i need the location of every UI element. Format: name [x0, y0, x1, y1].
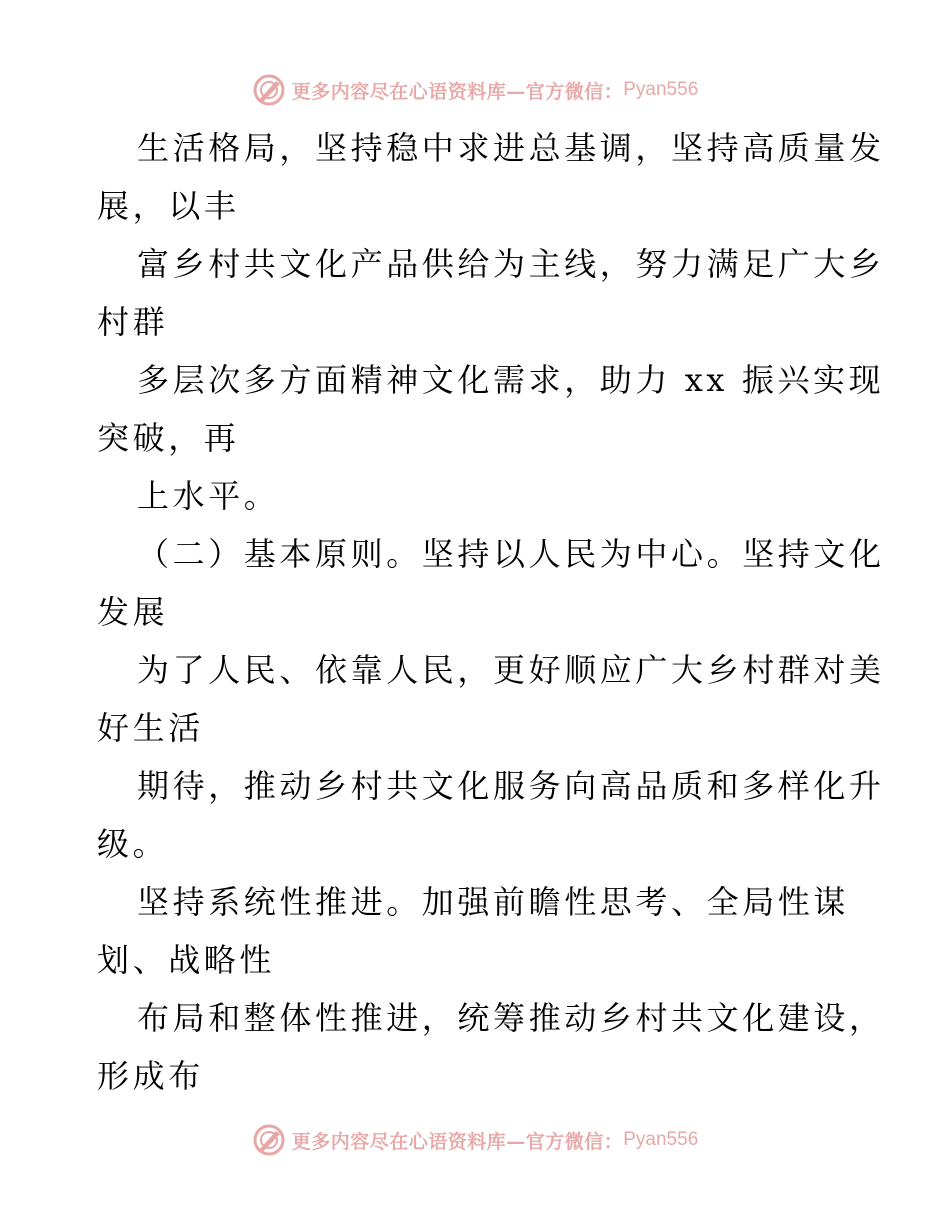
text-line: 好生活: [97, 709, 204, 747]
document-body: [97, 119, 885, 1105]
text-line: 村群: [97, 303, 169, 341]
text-line: 坚持系统性推进。加强前瞻性思考、全局性谋: [137, 883, 850, 921]
text-line: 上水平。: [137, 477, 280, 515]
footer-watermark: [0, 1120, 950, 1160]
text-line: （二）基本原则。坚持以人民为中心。坚持文化: [137, 535, 885, 573]
pen-logo-icon: [252, 1123, 286, 1157]
text-line: 突破，再: [97, 419, 240, 457]
watermark-text: 更多内容尽在心语资料库—官方微信：: [291, 80, 624, 103]
text-line: 为了人民、依靠人民，更好顺应广大乡村群对美: [137, 651, 885, 689]
text-line: 期待，推动乡村共文化服务向高品质和多样化升: [137, 767, 885, 805]
watermark-text: 更多内容尽在心语资料库—官方微信：: [291, 1130, 624, 1153]
text-line: 发展: [97, 593, 169, 631]
text-line: 多层次多方面精神文化需求，助力 xx 振兴实现: [137, 361, 885, 399]
header-watermark: [0, 70, 950, 110]
text-line: 形成布: [97, 1057, 204, 1095]
watermark-account: Pyan556: [623, 79, 699, 100]
text-line: 富乡村共文化产品供给为主线，努力满足广大乡: [137, 245, 885, 283]
text-line: 生活格局，坚持稳中求进总基调，坚持高质量发: [137, 129, 885, 167]
text-line: 布局和整体性推进，统筹推动乡村共文化建设，: [137, 999, 885, 1037]
text-line: 划、战略性: [97, 941, 276, 979]
pen-logo-icon: [252, 73, 286, 107]
text-line: 级。: [97, 825, 169, 863]
text-line: 展，以丰: [97, 187, 240, 225]
watermark-account: Pyan556: [623, 1129, 699, 1150]
